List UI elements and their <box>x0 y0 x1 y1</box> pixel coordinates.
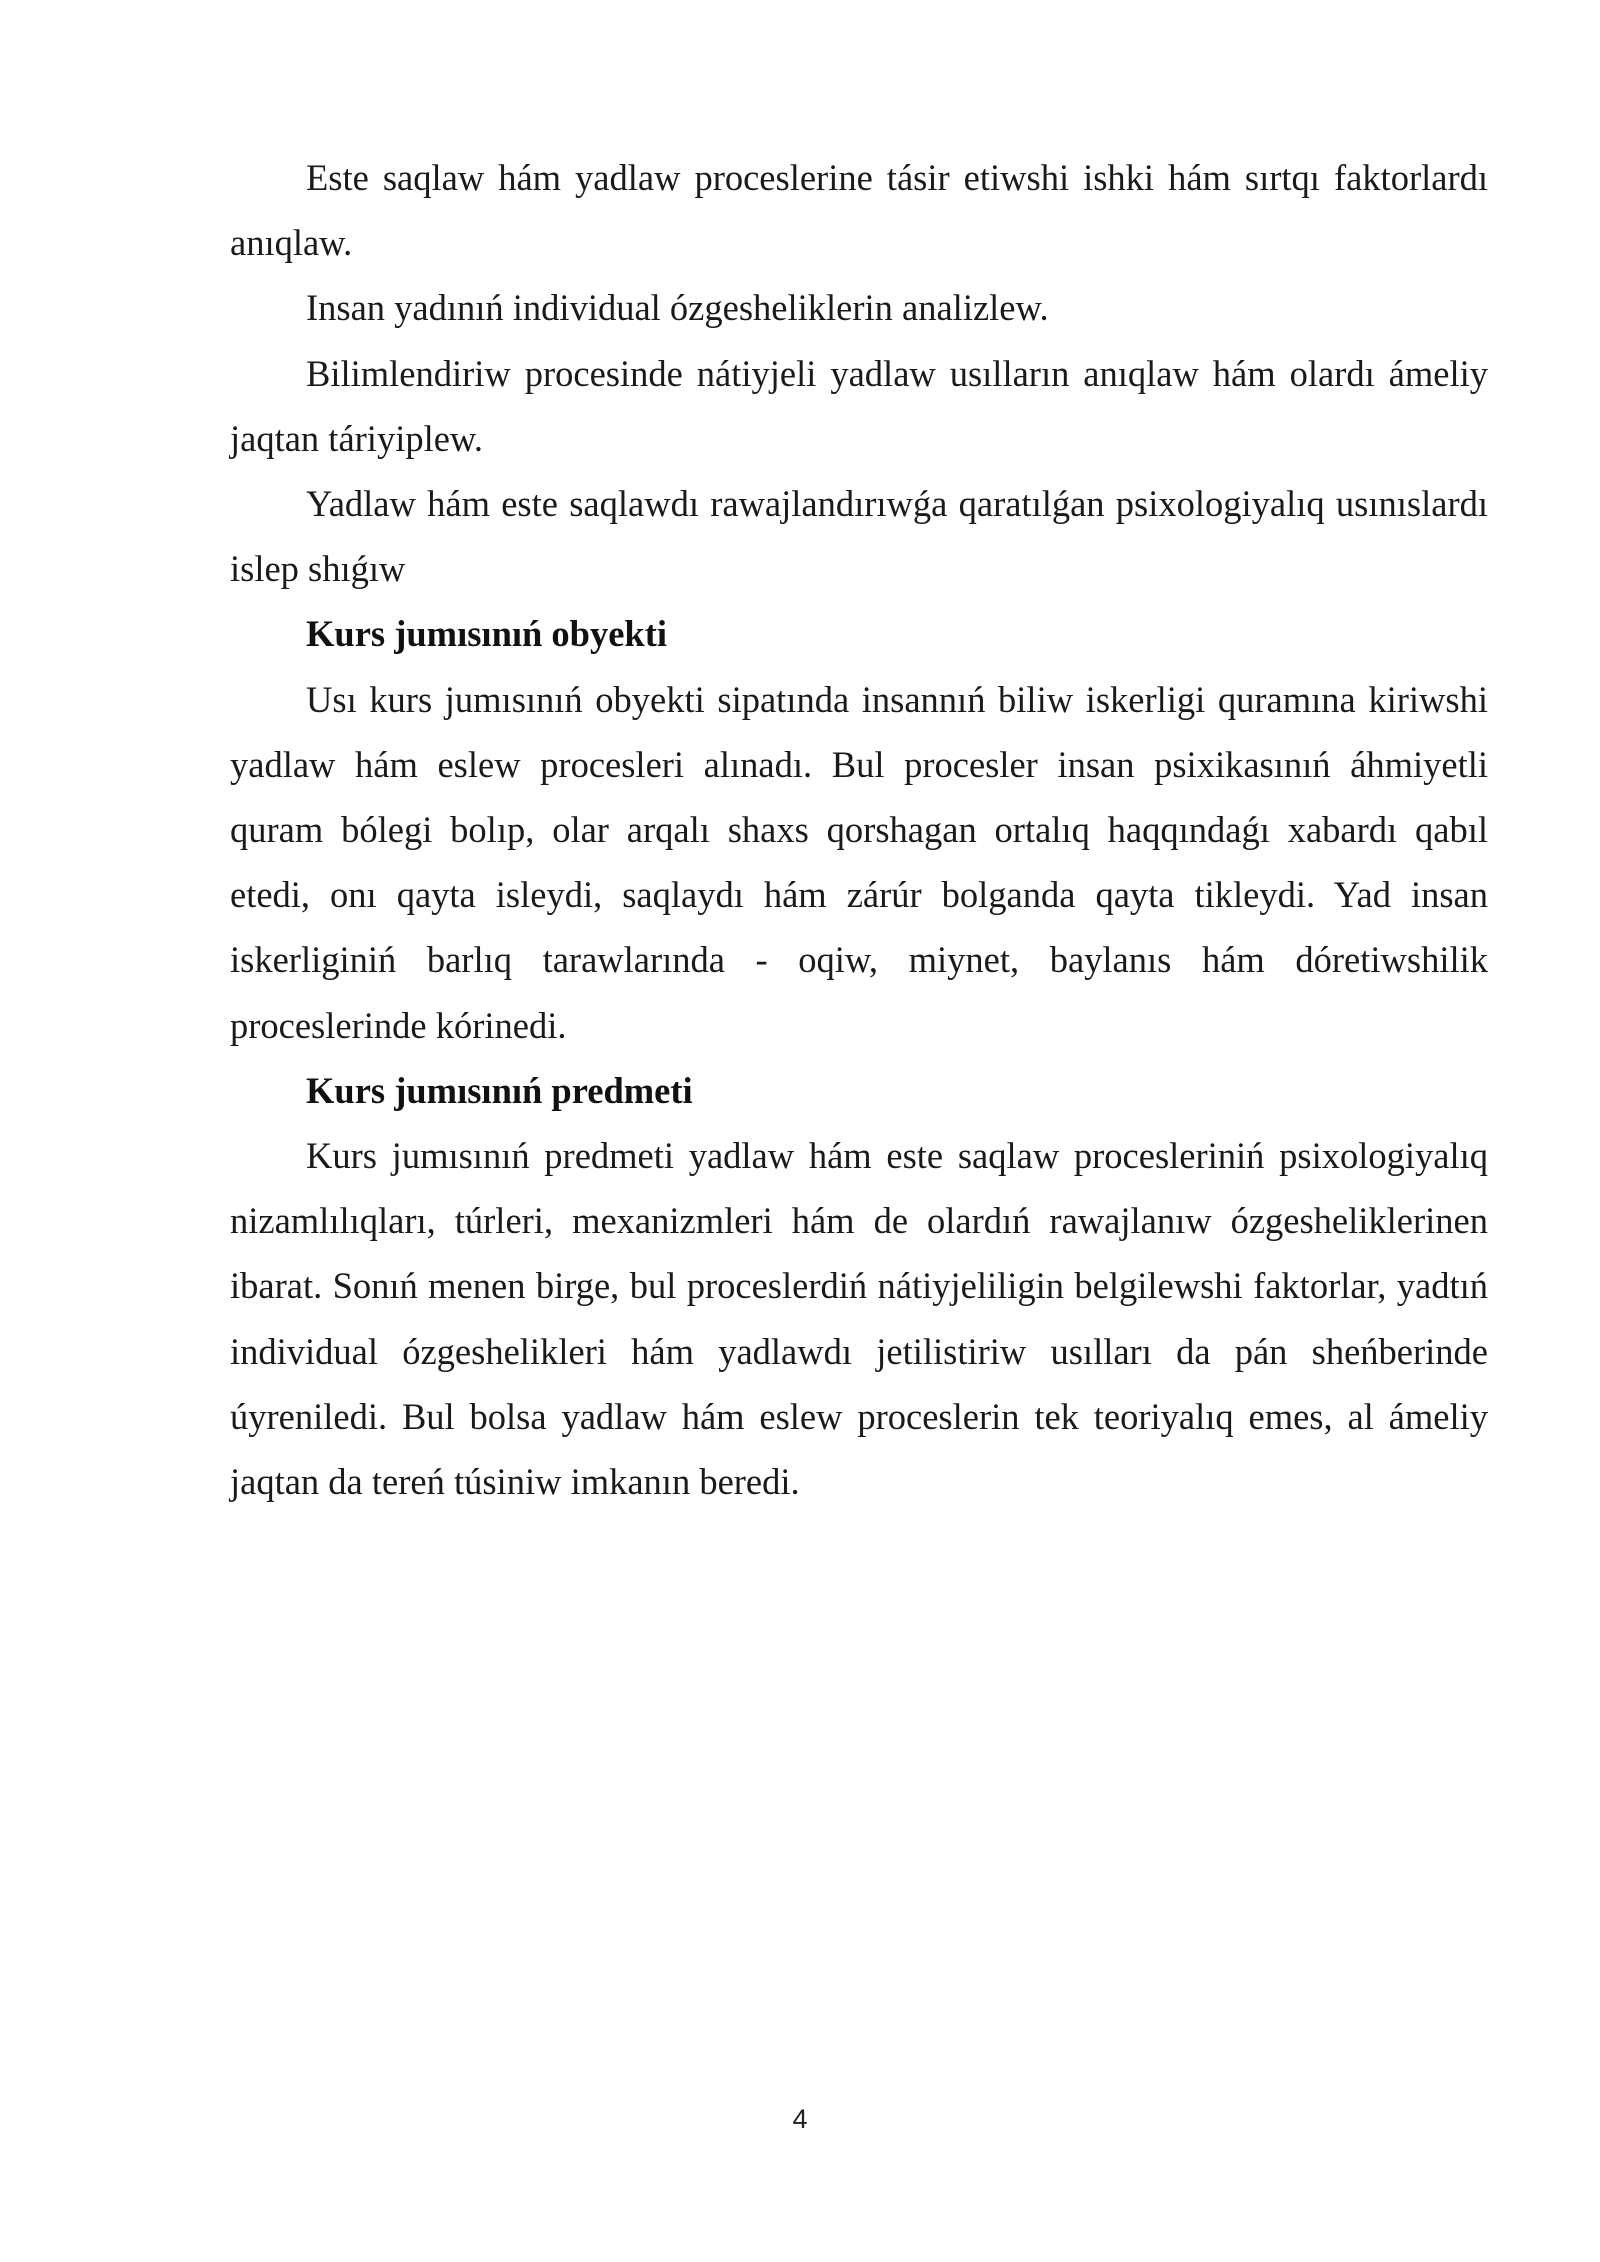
section-heading-object: Kurs jumısınıń obyekti <box>306 613 668 655</box>
page-number: 4 <box>792 2104 808 2134</box>
object-paragraph: Usı kurs jumısınıń obyekti sipatında insannıń biliw iskerligi quramına kiriwshi yadlaw hám eslew procesleri alınadı. Bul procesler insan psixikasınıń áhmiyetli quram bólegi bolıp, olar arqalı shaxs qorshagan ortalıq haqqındaǵı xabardı qabıl etedi, onı qayta isleydi, saqlaydı hám zárúr bolganda qayta tikleydi. Yad insan iskerliginiń barlıq tarawlarında - oqiw, miynet, baylanıs hám dóretiwshilik proceslerinde kórinedi. <box>230 678 1488 1046</box>
subject-paragraph: Kurs jumısınıń predmeti yadlaw hám este saqlaw procesleriniń psixologiyalıq nizamlılıqları, túrleri, mexanizmleri hám de olardıń rawajlanıw ózgesheliklerinen ibarat. Sonıń menen birge, bul proceslerdiń nátiyjeliligin belgilewshi faktorlar, yadtıń individual ózgeshelikleri hám yadlawdı jetilistiriw usılları da pán sheńberinde úyreniledi. Bul bolsa yadlaw hám eslew proceslerin tek teoriyalıq emes, al ámeliy jaqtan da tereń túsiniw imkanın beredi. <box>230 1135 1488 1503</box>
goal-paragraph-3: Bilimlendiriw procesinde nátiyjeli yadlaw usılların anıqlaw hám olardı ámeliy jaqtan táriyiplew. <box>230 352 1488 459</box>
goal-paragraph-4: Yadlaw hám este saqlawdı rawajlandırıwǵa qaratılǵan psixologiyalıq usınıslardı islep shıǵıw <box>230 483 1488 590</box>
page-body <box>230 145 1488 1514</box>
section-heading-subject: Kurs jumısınıń predmeti <box>306 1069 693 1111</box>
goal-paragraph-1: Este saqlaw hám yadlaw proceslerine tásir etiwshi ishki hám sırtqı faktorlardı anıqlaw. <box>230 157 1488 264</box>
goal-paragraph-2: Insan yadınıń individual ózgesheliklerin analizlew. <box>306 287 1049 329</box>
